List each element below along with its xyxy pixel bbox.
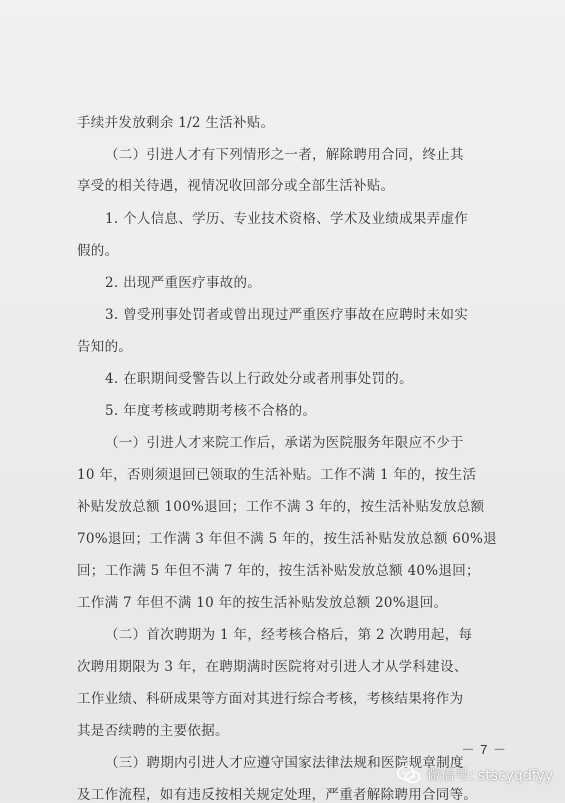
text-line: 次聘用期限为 3 年，在聘期满时医院将对引进人才从学科建设、 (77, 659, 468, 675)
text-line: （一）引进人才来院工作后，承诺为医院服务年限应不少于 (105, 435, 464, 451)
text-line: （三）聘期内引进人才应遵守国家法律法规和医院规章制度 (105, 755, 464, 771)
text-line: 10 年，否则须退回已领取的生活补贴。工作不满 1 年的，按生活 (77, 467, 477, 483)
text-line: 假的。 (77, 243, 119, 259)
text-line: 告知的。 (77, 339, 133, 355)
page-number: － 7 － (461, 742, 507, 757)
text-line: 及工作流程，如有违反按相关规定处理，严重者解除聘用合同等。 (77, 787, 478, 803)
watermark-text: 微信号: stscyqdfyy (426, 768, 553, 784)
text-line: 4. 在职期间受警告以上行政处分或者刑事处罚的。 (105, 371, 413, 387)
text-line: 享受的相关待遇，视情况收回部分或全部生活补贴。 (77, 178, 395, 194)
wechat-icon (397, 765, 421, 785)
text-line: （二）引进人才有下列情形之一者，解除聘用合同，终止其 (105, 147, 464, 163)
text-line: 3. 曾受刑事处罚者或曾出现过严重医疗事故在应聘时未如实 (105, 307, 469, 323)
text-line: 补贴发放总额 100%退回；工作不满 3 年的，按生活补贴发放总额 (77, 499, 485, 515)
text-line: 2. 出现严重医疗事故的。 (105, 275, 262, 291)
text-line: 工作业绩、科研成果等方面对其进行综合考核，考核结果将作为 (77, 691, 464, 707)
text-line: （二）首次聘期为 1 年，经考核合格后，第 2 次聘用起，每 (105, 627, 473, 643)
text-line: 5. 年度考核或聘期考核不合格的。 (105, 403, 317, 419)
text-line: 1. 个人信息、学历、专业技术资格、学术及业绩成果弄虚作 (105, 211, 469, 227)
text-line: 其是否续聘的主要依据。 (77, 723, 229, 739)
text-line: 回；工作满 5 年但不满 7 年的，按生活补贴发放总额 40%退回； (77, 563, 480, 579)
text-line: 手续并发放剩余 1/2 生活补贴。 (77, 115, 275, 131)
text-line: 工作满 7 年但不满 10 年的按生活补贴发放总额 20%退回。 (77, 595, 448, 611)
text-line: 70%退回；工作满 3 年但不满 5 年的，按生活补贴发放总额 60%退 (77, 531, 497, 547)
wechat-watermark (397, 765, 553, 785)
